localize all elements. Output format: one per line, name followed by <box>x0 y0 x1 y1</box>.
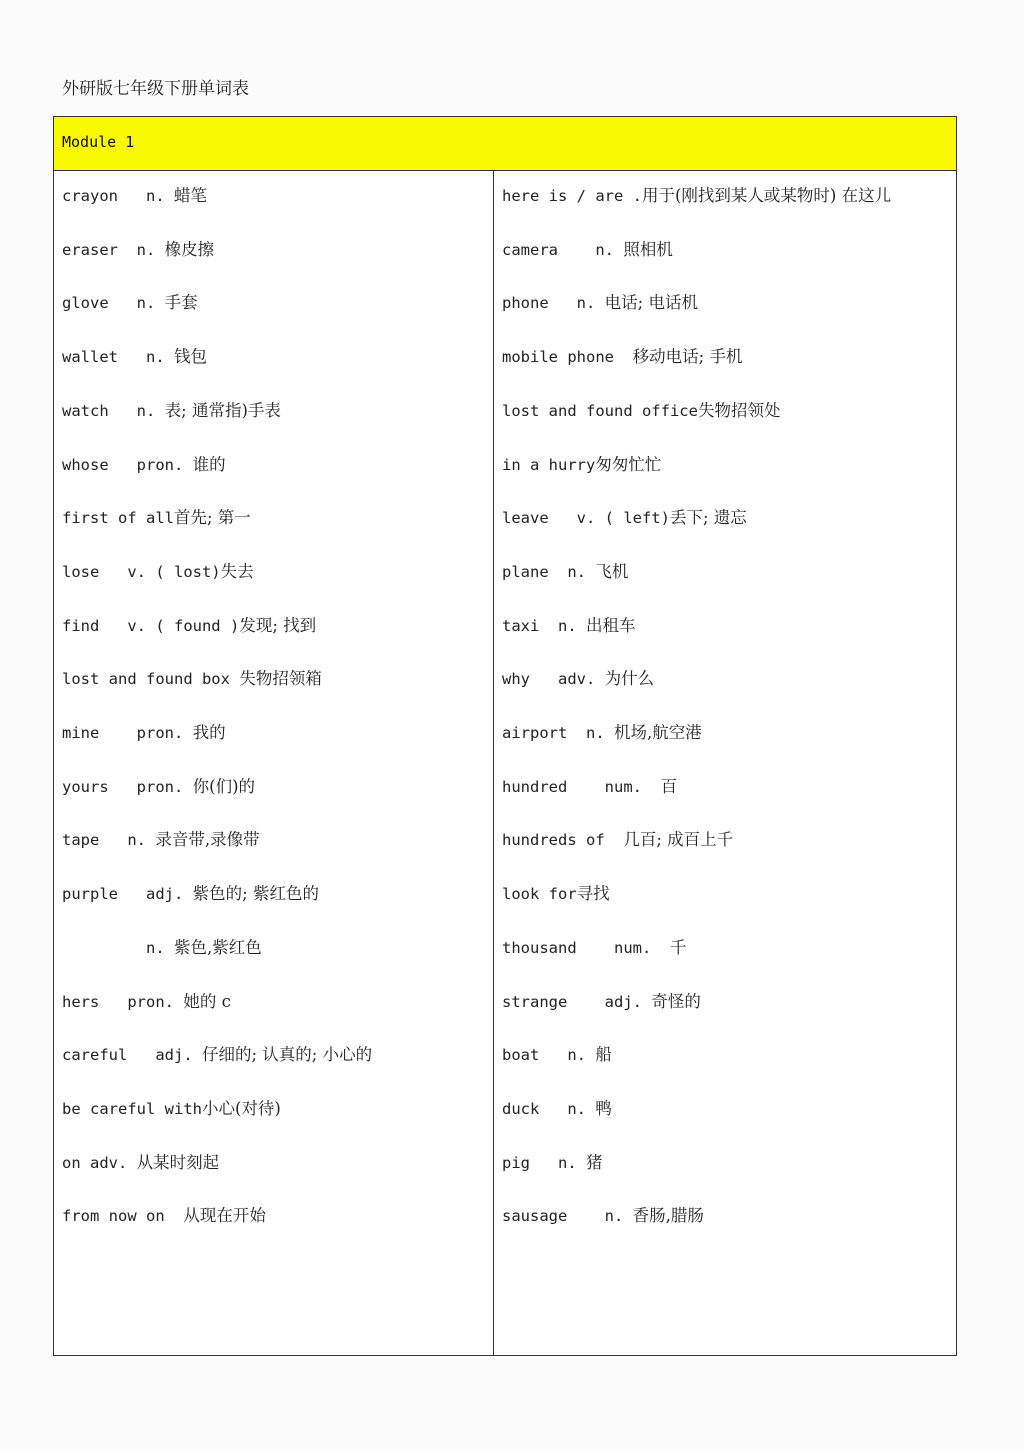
vocab-meaning: 出租车 <box>586 615 636 635</box>
vocab-meaning: 我的 <box>192 723 226 742</box>
vocab-entry <box>502 1096 612 1122</box>
vocab-term: leave v. ( left) <box>502 509 670 528</box>
vocab-entry <box>502 666 654 692</box>
vocab-entry <box>502 398 780 424</box>
vocab-meaning: 表; 通常指)手表 <box>164 400 281 420</box>
vocab-entry <box>502 774 677 800</box>
vocab-meaning: 录音带,录像带 <box>155 830 260 850</box>
vocab-meaning: 从某时刻起 <box>136 1152 220 1172</box>
vocab-term: yours pron. <box>62 777 193 796</box>
vocab-term: boat n. <box>502 1046 596 1065</box>
vocab-term: plane n. <box>502 562 596 581</box>
vocab-entry <box>62 720 226 746</box>
vocab-term: lost and found box <box>62 670 240 689</box>
vocab-meaning: 手套 <box>164 293 198 313</box>
vocab-meaning: 蜡笔 <box>173 186 207 205</box>
vocab-entry <box>62 344 207 370</box>
vocab-term: eraser n. <box>62 240 165 259</box>
vocab-term: mine pron. <box>62 724 193 742</box>
vocab-meaning: 谁的 <box>192 454 226 474</box>
vocab-term: hundreds of <box>502 831 624 850</box>
vocab-meaning: 千 <box>669 937 687 957</box>
vocab-term: airport n. <box>502 724 614 742</box>
vocab-term: pig n. <box>502 1153 586 1172</box>
vocab-meaning: 移动电话; 手机 <box>632 347 743 367</box>
vocab-meaning: 小心(对待) <box>201 1098 281 1118</box>
vocab-term: whose pron. <box>62 455 193 474</box>
vocab-meaning: 发现; 找到 <box>239 615 317 635</box>
vocab-meaning: 你(们)的 <box>192 776 256 796</box>
page-title: 外研版七年级下册单词表 <box>62 79 249 99</box>
vocab-entry <box>62 666 322 692</box>
vocab-term: phone n. <box>502 294 605 313</box>
vocab-term: first of all <box>62 509 174 528</box>
vocab-entry <box>502 881 610 907</box>
vocab-entry <box>502 344 742 370</box>
vocab-entry <box>62 1096 281 1122</box>
vocab-meaning: 失去 <box>220 561 254 581</box>
vocab-entry <box>502 989 701 1015</box>
vocab-term: tape n. <box>62 831 156 850</box>
vocab-term: taxi n. <box>502 616 586 635</box>
vocab-term: here is / are . <box>502 187 642 205</box>
vocab-term: be careful with <box>62 1099 202 1118</box>
vocab-meaning: 奇怪的 <box>651 991 701 1011</box>
vocab-term: look for <box>502 885 577 904</box>
vocab-meaning: 匆匆忙忙 <box>595 454 662 474</box>
vocab-meaning: 香肠,腊肠 <box>632 1206 704 1226</box>
vocab-meaning: 船 <box>595 1045 612 1065</box>
vocab-meaning: 她的 c <box>183 991 231 1011</box>
vocab-entry <box>62 505 251 531</box>
vocab-term: lose v. ( lost) <box>62 562 221 581</box>
vocab-term: crayon n. <box>62 187 174 205</box>
vocab-entry <box>62 1150 219 1176</box>
vocab-entry <box>502 1042 612 1068</box>
vocab-term: on adv. <box>62 1153 137 1172</box>
vocab-term: in a hurry <box>502 455 596 474</box>
vocab-meaning: 仔细的; 认真的; 小心的 <box>201 1045 373 1065</box>
vocab-entry <box>502 720 702 746</box>
vocab-meaning: 飞机 <box>595 561 629 581</box>
vocab-term: from now on <box>62 1207 184 1226</box>
vocab-entry <box>62 1042 372 1068</box>
vocab-meaning: 寻找 <box>576 884 610 904</box>
vocab-meaning: 首先; 第一 <box>173 508 251 528</box>
vocab-meaning: 从现在开始 <box>183 1206 266 1226</box>
right-word-column <box>494 171 956 1355</box>
vocab-meaning: 紫色,紫红色 <box>173 937 262 957</box>
vocab-term: careful adj. <box>62 1046 202 1065</box>
vocab-entry <box>502 827 733 853</box>
vocab-entry <box>502 237 673 263</box>
vocab-entry <box>62 989 231 1015</box>
vocab-entry <box>62 774 255 800</box>
vocab-meaning: 为什么 <box>604 669 655 689</box>
vocab-meaning: 失物招领处 <box>697 400 781 420</box>
vocab-term: lost and found office <box>502 401 698 420</box>
vocab-entry <box>62 881 319 907</box>
vocab-term: wallet n. <box>62 348 174 367</box>
vocab-entry <box>62 613 316 639</box>
vocab-entry <box>502 935 686 961</box>
vocab-term: hers pron. <box>62 992 184 1011</box>
vocab-entry <box>502 559 628 585</box>
vocab-entry <box>62 290 198 316</box>
vocab-term: hundred num. <box>502 777 661 796</box>
vocab-term: glove n. <box>62 294 165 313</box>
vocab-term: n. <box>62 938 174 957</box>
vocab-entry <box>62 398 281 424</box>
vocab-term: watch n. <box>62 401 165 420</box>
vocab-entry <box>62 1203 266 1229</box>
vocab-entry <box>62 559 254 585</box>
vocab-meaning: 失物招领箱 <box>239 669 322 689</box>
left-word-column <box>54 171 494 1355</box>
vocab-meaning: 猪 <box>586 1152 603 1172</box>
vocab-entry <box>502 505 747 531</box>
vocab-meaning: 用于(刚找到某人或某物时) 在这儿 <box>641 186 892 205</box>
vocab-entry <box>502 1150 603 1176</box>
vocab-entry <box>62 935 262 961</box>
vocab-entry <box>502 613 636 639</box>
vocabulary-table <box>53 116 957 1356</box>
vocab-meaning: 丢下; 遗忘 <box>669 508 747 528</box>
vocab-entry <box>62 452 226 478</box>
vocab-term: sausage n. <box>502 1207 633 1226</box>
vocab-term: camera n. <box>502 240 624 259</box>
vocab-meaning: 百 <box>660 776 678 796</box>
vocab-meaning: 电话; 电话机 <box>604 293 698 313</box>
vocab-meaning: 橡皮擦 <box>164 239 215 259</box>
vocab-entry <box>502 183 891 209</box>
vocab-meaning: 钱包 <box>173 347 207 367</box>
vocab-meaning: 紫色的; 紫红色的 <box>192 884 319 904</box>
vocab-entry <box>62 183 207 209</box>
vocab-meaning: 几百; 成百上千 <box>623 830 734 850</box>
vocabulary-columns <box>54 171 956 1355</box>
vocab-entry <box>502 1203 704 1229</box>
vocab-term: why adv. <box>502 670 605 689</box>
vocab-entry <box>62 827 260 853</box>
vocab-entry <box>502 452 661 478</box>
vocab-meaning: 鸭 <box>595 1098 612 1118</box>
vocab-term: thousand num. <box>502 938 670 957</box>
module-header: Module 1 <box>54 117 956 171</box>
vocab-term: purple adj. <box>62 885 193 904</box>
vocab-entry <box>502 290 698 316</box>
vocab-entry <box>62 237 214 263</box>
vocab-meaning: 照相机 <box>623 239 673 259</box>
vocab-term: find v. ( found ) <box>62 616 240 635</box>
vocab-meaning: 机场,航空港 <box>613 723 702 742</box>
vocab-term: mobile phone <box>502 348 633 367</box>
vocab-term: strange adj. <box>502 992 652 1011</box>
vocab-term: duck n. <box>502 1099 596 1118</box>
